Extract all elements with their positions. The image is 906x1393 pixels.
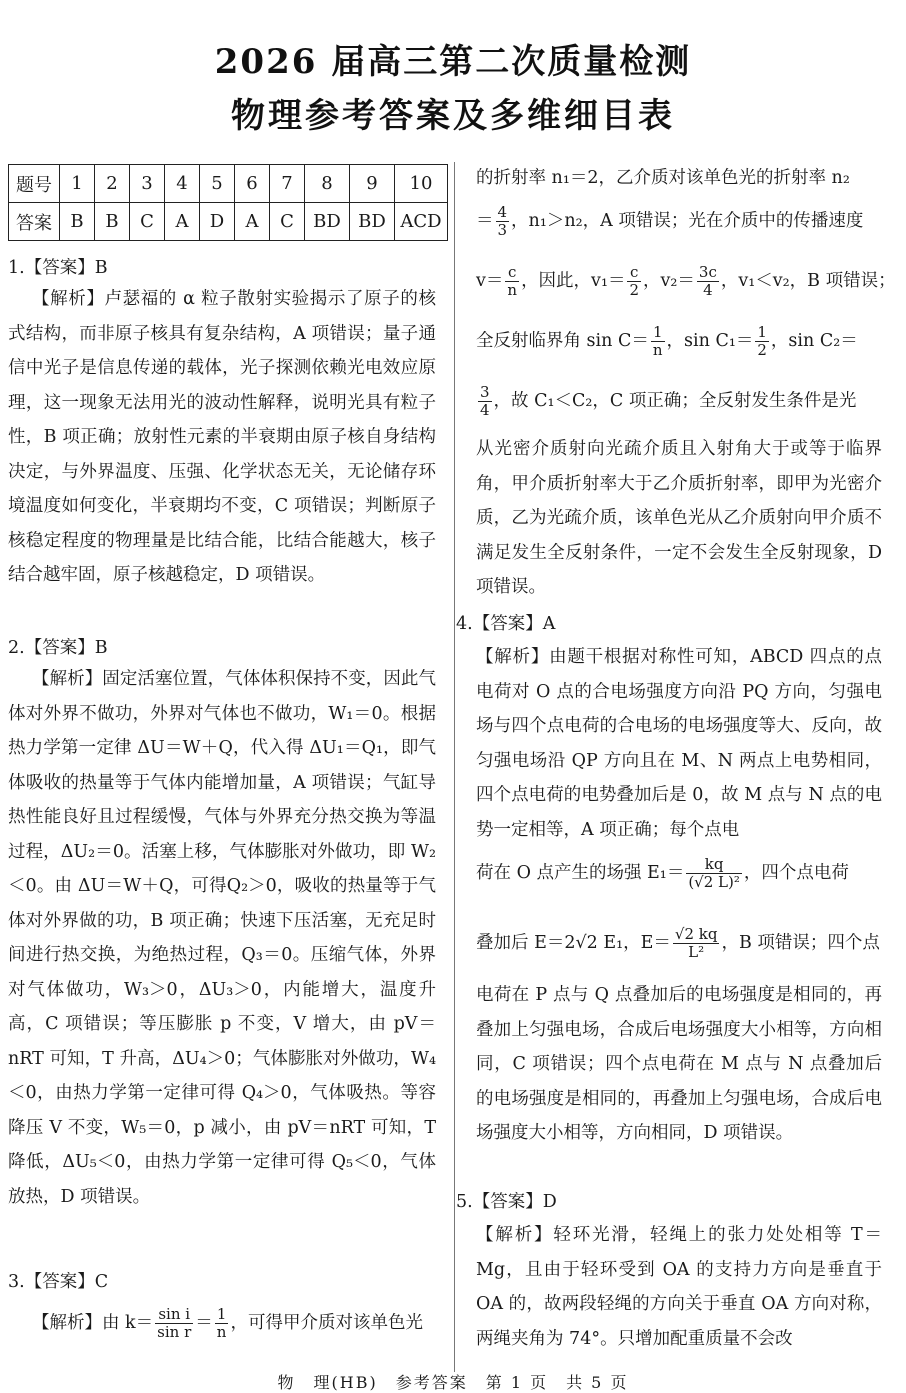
table-cell: D bbox=[200, 203, 235, 241]
table-row bbox=[9, 203, 448, 241]
q1-explanation: 【解析】卢瑟福的 α 粒子散射实验揭示了原子的核式结构，而非原子核具有复杂结构，A 项错误；量子通信中光子是信息传递的载体，光子探测依赖光电效应原理，这一现象无法用光的波动性解释，说明光具有粒子性，B 项正确；放射性元素的半衰期由原子核自身结构决定，与外界温度、压强、化学状态无关，无论储存环境温度如何变化，半衰期均不变，C 项错误；判断原子核稳定程度的物理量是比结合能，比结合能越大，核子结合越牢固，原子核越稳定，D 项错误。 bbox=[8, 289, 436, 585]
q3-line-3: v＝ $\frac{c}{n}$ ，因此，v₁＝ $\frac{c}{2}$ ，v₂＝ $\frac{3c}{4}$ ，v₁＜v₂，B 项错误； bbox=[476, 263, 896, 299]
table-cell: 9 bbox=[350, 165, 395, 203]
q4-answer-heading: 4.【答案】A bbox=[456, 614, 556, 634]
table-row bbox=[9, 165, 448, 203]
table-cell: 3 bbox=[130, 165, 165, 203]
q3-explanation-start: 【解析】由 k＝ $\frac{\text{sin i}}{\text{sin r}}$ ＝ $\frac{1}{n}$ ，可得甲介质对该单色光 bbox=[32, 1305, 423, 1341]
table-cell: C bbox=[130, 203, 165, 241]
table-cell: B bbox=[60, 203, 95, 241]
table-cell: ACD bbox=[395, 203, 448, 241]
fraction: $\frac{1}{n}$ bbox=[652, 323, 663, 359]
page-title: 2026 届高三第二次质量检测 bbox=[214, 42, 692, 82]
table-cell: C bbox=[270, 203, 305, 241]
refraction-formula: $\frac{\text{sin i}}{\text{sin r}}$ bbox=[157, 1305, 192, 1341]
answer-table bbox=[8, 164, 448, 241]
q2-answer-heading: 2.【答案】B bbox=[8, 638, 108, 658]
q3-lead: 【解析】由 k＝ bbox=[32, 1313, 154, 1333]
table-cell: 2 bbox=[95, 165, 130, 203]
table-cell: 5 bbox=[200, 165, 235, 203]
q2-explanation: 【解析】固定活塞位置，气体体积保持不变，因此气体对外界不做功，外界对气体也不做功，W₁＝0。根据热力学第一定律 ΔU＝W＋Q，代入得 ΔU₁＝Q₁，即气体吸收的热量等于气体内能增加量，A 项错误；气缸导热性能良好且过程缓慢，气体与外界充分热交换为等温过程，ΔU₂＝0。活塞上移，气体膨胀对外做功，即 W₂＜0。由 ΔU＝W＋Q，可得Q₂＞0，吸收的热量等于气体对外界做的功，B 项正确；快速下压活塞，无充足时间进行热交换，为绝热过程，Q₃＝0。压缩气体，外界对气体做功，W₃＞0，ΔU₃＞0，内能增大，温度升高，C 项错误；等压膨胀 p 不变，V 增大，由 pV＝nRT 可知，T 升高，ΔU₄＞0；气体膨胀对外做功，W₄＜0，由热力学第一定律可得 Q₄＞0，气体吸热。等容降压 V 不变，W₅＝0，p 减小，由 pV＝nRT 可知，T 降低，ΔU₅＜0，由热力学第一定律可得 Q₅＜0，气体放热，D 项错误。 bbox=[8, 669, 436, 1207]
table-cell: 6 bbox=[235, 165, 270, 203]
page-subtitle: 物理参考答案及多维细目表 bbox=[231, 96, 675, 136]
q5-explanation: 【解析】轻环光滑，轻绳上的张力处处相等 T＝Mg，且由于轻环受到 OA 的支持力方向是垂直于OA 的，故两段轻绳的方向关于垂直 OA 方向对称，两绳夹角为 74°。只增加配重质量不会改 bbox=[476, 1225, 882, 1349]
q4-field-line-1: 荷在 O 点产生的场强 E₁＝ $\frac{kq}{\text{(√2 L)²}}$ ，四个点电荷 bbox=[476, 855, 849, 891]
table-cell: 8 bbox=[305, 165, 350, 203]
q3-line-2: ＝ $\frac{4}{3}$ ，n₁＞n₂，A 项错误；光在介质中的传播速度 bbox=[476, 203, 864, 239]
q1-answer-heading: 1.【答案】B bbox=[8, 258, 108, 278]
column-divider bbox=[454, 162, 455, 1372]
table-cell: 4 bbox=[165, 165, 200, 203]
q4-field-line-2: 叠加后 E＝2√2 E₁，E＝ $\frac{√2 kq}{\text{L²}}$ ，B 项错误；四个点 bbox=[476, 925, 880, 961]
table-cell: 7 bbox=[270, 165, 305, 203]
q4-explanation-part2: 电荷在 P 点与 Q 点叠加后的电场强度是相同的，再叠加上匀强电场，合成后电场强度大小相等，方向相同，C 项错误；四个点电荷在 M 点与 N 点叠加后的电场强度是相同的，再叠加上匀强电场，合成后电场强度大小相等，方向相同，D 项错误。 bbox=[476, 985, 882, 1143]
fraction: $\frac{c}{n}$ bbox=[507, 263, 518, 299]
fraction: $\frac{4}{3}$ bbox=[497, 203, 508, 239]
table-cell: 1 bbox=[60, 165, 95, 203]
row-label-answer: 答案 bbox=[9, 203, 60, 241]
q3-answer-heading: 3.【答案】C bbox=[8, 1272, 109, 1292]
fraction: $\frac{3c}{4}$ bbox=[698, 263, 717, 299]
page-footer: 物 理(HB) 参考答案 第 1 页 共 5 页 bbox=[277, 1373, 629, 1392]
fraction: $\frac{1}{2}$ bbox=[757, 323, 767, 359]
table-cell: BD bbox=[305, 203, 350, 241]
q3-line-4: 全反射临界角 sin C＝ $\frac{1}{n}$ ，sin C₁＝ $\frac{1}{2}$ ，sin C₂＝ bbox=[476, 323, 858, 359]
refraction-fraction: $\frac{1}{n}$ bbox=[216, 1305, 227, 1341]
fraction: $\frac{kq}{\text{(√2 L)²}}$ bbox=[688, 855, 740, 891]
table-cell: A bbox=[165, 203, 200, 241]
q4-explanation-part1: 【解析】由题干根据对称性可知，ABCD 四点的点电荷对 O 点的合电场强度方向沿 PQ 方向，匀强电场与四个点电荷的合电场的电场强度等大、反向，故匀强电场沿 QP 方向且在 M、N 两点上电势相同，四个点电荷的电势叠加后是 0，故 M 点与 N 点的电势一定相等，A 项正确；每个点电 bbox=[476, 647, 882, 840]
fraction: $\frac{c}{2}$ bbox=[629, 263, 640, 299]
table-cell: B bbox=[95, 203, 130, 241]
fraction: $\frac{3}{4}$ bbox=[480, 383, 490, 419]
fraction: $\frac{√2 kq}{\text{L²}}$ bbox=[674, 925, 718, 961]
table-cell: BD bbox=[350, 203, 395, 241]
q3-line-1: 的折射率 n₁＝2，乙介质对该单色光的折射率 n₂ bbox=[476, 168, 850, 188]
q3-line-5: $\frac{3}{4}$ ，故 C₁＜C₂，C 项正确；全反射发生条件是光 bbox=[480, 383, 857, 419]
table-cell: 10 bbox=[395, 165, 448, 203]
row-label-number: 题号 bbox=[9, 165, 60, 203]
table-cell: A bbox=[235, 203, 270, 241]
q3-explanation-rest: 从光密介质射向光疏介质且入射角大于或等于临界角，甲介质折射率大于乙介质折射率，即甲为光密介质，乙为光疏介质，该单色光从乙介质射向甲介质不满足发生全反射条件，一定不会发生全反射现象，D 项错误。 bbox=[476, 439, 882, 597]
q5-answer-heading: 5.【答案】D bbox=[456, 1192, 557, 1212]
